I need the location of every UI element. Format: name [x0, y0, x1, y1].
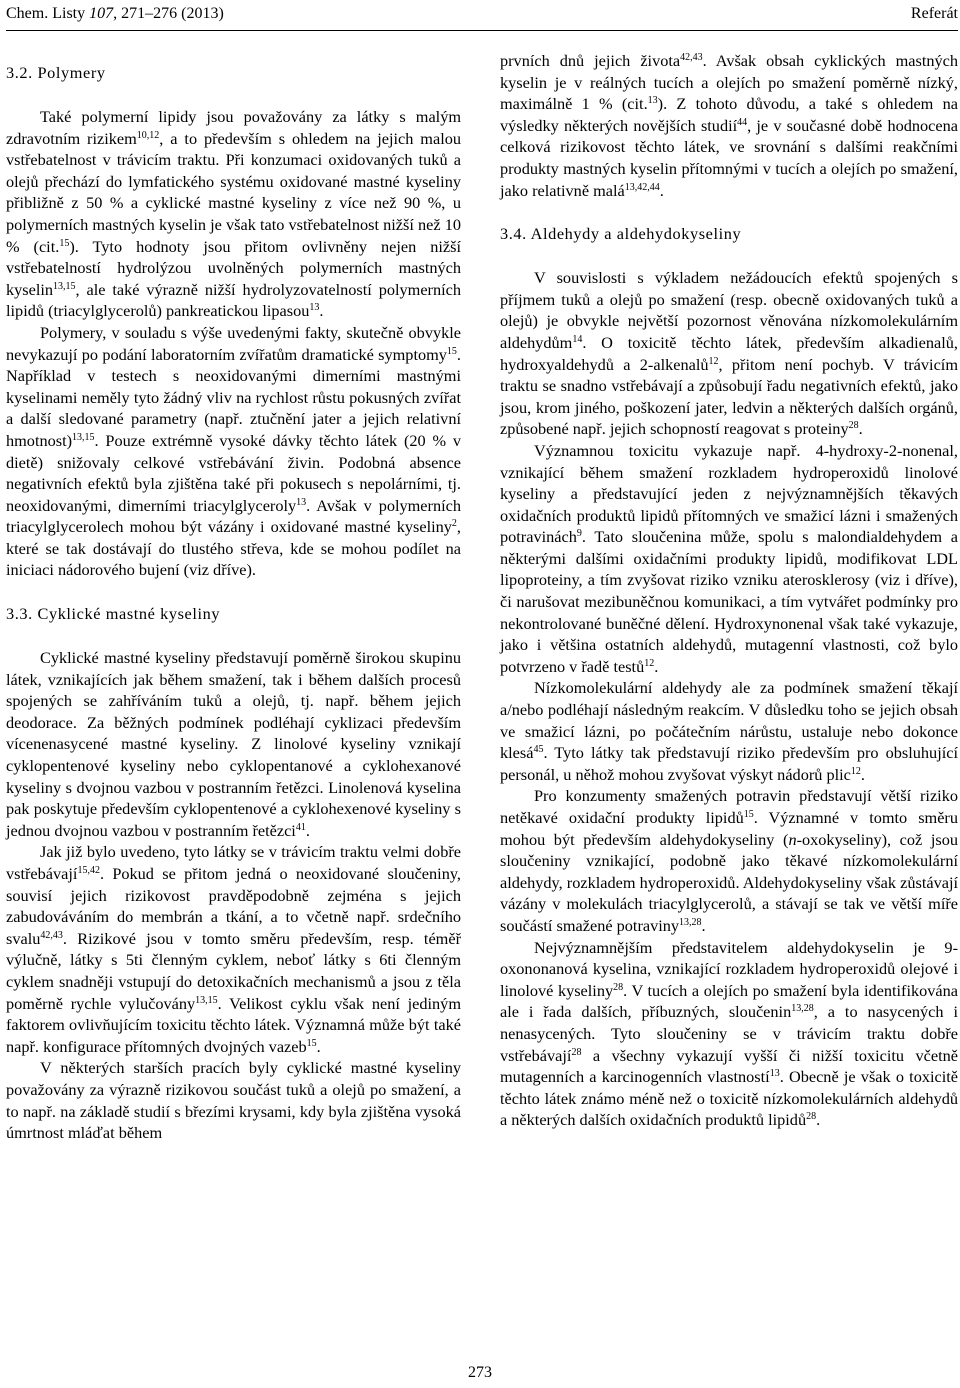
- paragraph: V některých starších pracích byly cyklické mastné kyseliny považovány za výrazně rizikovou součást tuků a olejů po smažení, a to např. na základě studií s březími krysami, kdy byla zjištěna vysoká úmrtnost mláďat během: [6, 1058, 461, 1143]
- section-heading-cyclic-fatty-acids: 3.3. Cyklické mastné kyseliny: [6, 604, 221, 624]
- left-column: [6, 50, 461, 1144]
- page-header: [6, 0, 958, 31]
- journal-citation: Chem. Listy 107, 271–276 (2013): [6, 5, 224, 22]
- paragraph: prvních dnů jejich života$^{42,43}$. Avšak obsah cyklických mastných kyselin je v reálných tucích a olejích po smažení poměrně nízký, maximálně 1 % (cit.$^{13}$). Z tohoto důvodu, a také s ohledem na výsledky některých novějších studií$^{44}$, je v současné době hodnocena celková rizikovost těchto látek, ve srovnání s dalšími reakčními produkty mastných kyselin přítomnými v tucích a olejích po smažení, jako relativně malá$^{13,42,44}$.: [500, 51, 958, 200]
- paragraph: Významnou toxicitu vykazuje např. 4-hydroxy-2-nonenal, vznikající během smažení rozkladem hydroperoxidů linolové kyseliny a představující jeden z nejvýznamnějších těkavých oxidačních produktů lipidů přítomných ve smažicí lázni i smažených potravinách$^9$. Tato sloučenina může, spolu s malondialdehydem a některými dalšími oxidačními produkty lipidů, modifikovat LDL lipoproteiny, a tím zvyšovat riziko vzniku aterosklerosy (viz i dříve), či narušovat mezibuněčnou komunikaci, a tím vytvářet podmínky pro nekontrolované buněčné dělení. Hydroxynonenal však také vykazuje, jako i většina ostatních aldehydů, mutagenní vlastnosti, což bylo potvrzeno v řadě testů$^{12}$.: [500, 440, 958, 676]
- paragraph: Nejvýznamnějším představitelem aldehydokyselin je 9-oxononanová kyselina, vznikající rozkladem hydroperoxidů olejové i linolové kyseliny$^{28}$. V tucích a olejích po smažení byla identifikována ale i řada dalších, příbuzných, sloučenin$^{13,28}$, a to nasycených i nenasycených. Tyto sloučeniny se v trávicím traktu dobře vstřebávají$^{28}$ a všechny vykazují vyšší či nižší toxicitu včetně mutagenních a karcinogenních vlastností$^{13}$. Obecně je však o toxicitě těchto látek známo méně než o toxicitě nízkomolekulárních aldehydů a některých dalších oxidačních produktů lipidů$^{28}$.: [500, 937, 959, 1130]
- paragraph: Také polymerní lipidy jsou považovány za látky s malým zdravotním rizikem$^{10,12}$, a to především s ohledem na jejich malou vstřebatelnost v trávicím traktu. Při konzumaci oxidovaných tuků a olejů přechází do lymfatického systému oxidované mastné kyseliny přibližně z 50 % a cyklické mastné kyseliny z více než 90 %, u polymerních mastných kyselin je však tato vstřebatelnost nižší než 10 % (cit.$^{15}$). Tyto hodnoty jsou přitom ovlivněny nejen nižší vstřebatelností hydrolýzou uvolněných polymerních mastných kyselin$^{13,15}$, ale také výrazně nižší hydrolyzovatelností polymerních lipidů (triacylglycerolů) pankreatickou lipasou$^{13}$.: [6, 107, 462, 321]
- article-type: Referát: [910, 5, 958, 22]
- right-column: [500, 50, 958, 1131]
- paragraph: Polymery, v souladu s výše uvedenými fakty, skutečně obvykle nevykazují po podání laboratorním zvířatům dramatické symptomy$^{15}$. Například v testech s neoxidovanými dimerními mastnými kyselinami neměly tyto žádný vliv na rychlost růstu pokusných zvířat a další sledované parametry (např. ztučnění jater a jejich relativní hmotnost)$^{13,15}$. Pouze extrémně vysoké dávky těchto látek (20 % v dietě) snižovaly celkové vstřebávání živin. Podobná absence negativních efektů byla zjištěna také při pokusech s nepolárními, tj. neoxidovanými, dimerními triacylglyceroly$^{13}$. Avšak v polymerních triacylglycerolech mohou být vázány i oxidované mastné kyseliny$^2$, které se tak dostávají do tlustého střeva, kde se mohou podílet na iniciaci nádorového bujení (viz dříve).: [6, 322, 461, 580]
- page-number: 273: [468, 1364, 492, 1381]
- volume-number: 107: [89, 5, 114, 22]
- paragraph: Nízkomolekulární aldehydy ale za podmínek smažení těkají a/nebo podléhají následným reakcím. V důsledku toho se jejich obsah ve smažicí lázni, po počátečním nárůstu, ustaluje nebo dokonce klesá$^{45}$. Tyto látky tak představují riziko především pro obsluhující personál, u něhož mohou zvyšovat výskyt nádorů plic$^{12}$.: [500, 678, 958, 784]
- section-heading-polymery: 3.2. Polymery: [6, 63, 106, 82]
- paragraph: Cyklické mastné kyseliny představují poměrně širokou skupinu látek, vznikajících jak během smažení, tak i během dalších procesů spojených se zahříváním tuků a olejů, tj. např. během jejich deodorace. Za běžných podmínek podléhají cyklizaci především vícenenasycené mastné kyseliny. Z linolové kyseliny vznikají cyklopentenové kyseliny nebo cyklopentanové a cyklohexanové kyseliny s dvojnou vazbou v postranním řetězci. Linolenová kyselina pak poskytuje především cyklopentenové a cyklohexenové kyseliny s jednou dvojnou vazbou v postranním řetězci$^{41}$.: [6, 648, 461, 840]
- paragraph: Jak již bylo uvedeno, tyto látky se v trávicím traktu velmi dobře vstřebávají$^{15,42}$. Pokud se přitom jedná o neoxidované sloučeniny, souvisí jejich rizikovost pravděpodobně zejména s jejich zabudováváním do membrán a tkání, a to včetně např. srdečního svalu$^{42,43}$. Rizikové jsou v tomto směru především, resp. téměř výlučně, látky s 5ti členným cyklem, neboť látky s 6ti členným cyklem snadněji vstupují do detoxikačních mechanismů a jsou z těla poměrně rychle vylučovány$^{13,15}$. Velikost cyklu však není jediným faktorem ovlivňujícím toxicitu těchto látek. Významná může být také např. konfigurace přítomných dvojných vazeb$^{15}$.: [6, 842, 461, 1056]
- paragraph: V souvislosti s výkladem nežádoucích efektů spojených s příjmem tuků a olejů po smažení (resp. obecně oxidovaných tuků a olejů) je obvykle největší pozornost věnována nízkomolekulárním aldehydům$^{14}$. O toxicitě těchto látek, především alkadienalů, hydroxyaldehydů a 2-alkenalů$^{12}$, přitom není pochyb. V trávicím traktu se snadno vstřebávají a způsobují řadu negativních efektů, jako jsou, krom jiného, poškození jater, ledvin a některých dalších orgánů, způsobené např. jejich schopností reagovat s proteiny$^{28}$.: [500, 268, 958, 439]
- section-heading-aldehydes: 3.4. Aldehydy a aldehydokyseliny: [500, 224, 742, 244]
- paragraph: Pro konzumenty smažených potravin představují větší riziko netěkavé oxidační produkty lipidů$^{15}$. Významné v tomto směru mohou být především aldehydokyseliny (n-oxokyseliny), což jsou sloučeniny vznikající, podobně jako těkavé nízkomolekulární aldehydy, rozkladem hydroperoxidů. Aldehydokyseliny však zůstávají vázány v molekulách triacylglycerolů, a stávají se tak ve větší míře součástí smažené potraviny$^{13,28}$.: [500, 786, 958, 935]
